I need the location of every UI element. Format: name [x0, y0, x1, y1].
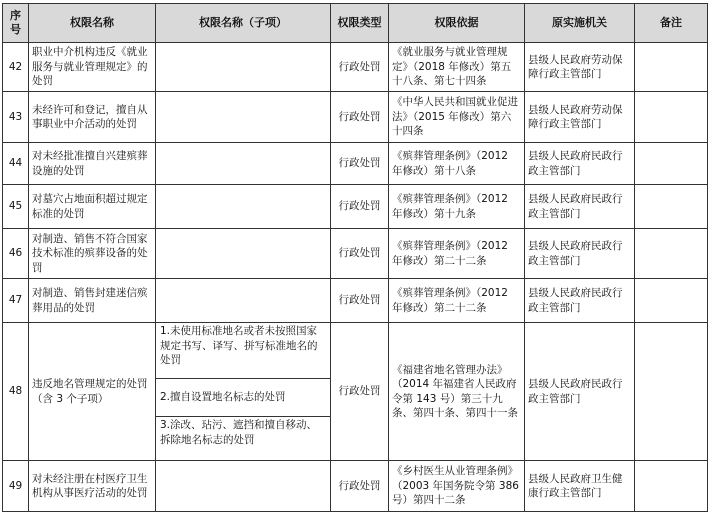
row-name: 职业中介机构违反《就业服务与就业管理规定》的处罚 — [29, 43, 156, 92]
row-basis: 《中华人民共和国就业促进法》（2015 年修改）第六十四条 — [389, 92, 525, 143]
row-note — [635, 92, 708, 143]
row-agency: 县级人民政府民政行政主管部门 — [525, 143, 635, 185]
row-type: 行政处罚 — [331, 461, 389, 512]
subitem-2: 2.擅自设置地名标志的处罚 — [156, 379, 330, 417]
table-row — [3, 461, 708, 512]
row-basis: 《殡葬管理条例》（2012 年修改）第十九条 — [389, 185, 525, 229]
row-number: 43 — [3, 92, 29, 143]
row-type: 行政处罚 — [331, 43, 389, 92]
header-basis: 权限依据 — [389, 4, 525, 43]
row-agency: 县级人民政府民政行政主管部门 — [525, 279, 635, 323]
row-subitem — [156, 461, 331, 512]
table-row — [3, 323, 708, 461]
row-note — [635, 185, 708, 229]
row-type: 行政处罚 — [331, 279, 389, 323]
row-name: 未经许可和登记，擅自从事职业中介活动的处罚 — [29, 92, 156, 143]
row-number: 45 — [3, 185, 29, 229]
row-agency: 县级人民政府民政行政主管部门 — [525, 323, 635, 461]
table-row — [3, 229, 708, 279]
row-subitem — [156, 143, 331, 185]
row-name: 违反地名管理规定的处罚（含 3 个子项） — [29, 323, 156, 461]
subitem-3: 3.涂改、玷污、遮挡和擅自移动、拆除地名标志的处罚 — [160, 419, 318, 446]
header-row — [3, 4, 708, 43]
row-number: 48 — [3, 323, 29, 461]
row-type: 行政处罚 — [331, 323, 389, 461]
row-number: 42 — [3, 43, 29, 92]
header-type: 权限类型 — [331, 4, 389, 43]
row-note — [635, 43, 708, 92]
row-name: 对未经批准擅自兴建殡葬设施的处罚 — [29, 143, 156, 185]
row-agency: 县级人民政府民政行政主管部门 — [525, 229, 635, 279]
header-no: 序号 — [3, 4, 29, 43]
row-basis: 《就业服务与就业管理规定》（2018 年修改）第五十八条、第七十四条 — [389, 43, 525, 92]
row-basis: 《福建省地名管理办法》（2014 年福建省人民政府令第 143 号）第三十九条、第四十条、第四十一条 — [389, 323, 525, 461]
row-subitem — [156, 323, 331, 461]
row-note — [635, 143, 708, 185]
row-name: 对制造、销售不符合国家技术标准的殡葬设备的处罚 — [29, 229, 156, 279]
header-name: 权限名称 — [29, 4, 156, 43]
row-note — [635, 323, 708, 461]
row-note — [635, 279, 708, 323]
row-subitem — [156, 92, 331, 143]
row-name: 对制造、销售封建迷信殡葬用品的处罚 — [29, 279, 156, 323]
row-type: 行政处罚 — [331, 92, 389, 143]
header-agency: 原实施机关 — [525, 4, 635, 43]
row-basis: 《乡村医生从业管理条例》（2003 年国务院令第 386 号）第四十二条 — [389, 461, 525, 512]
table-row — [3, 92, 708, 143]
row-number: 49 — [3, 461, 29, 512]
table-row — [3, 279, 708, 323]
row-subitem — [156, 229, 331, 279]
row-agency: 县级人民政府民政行政主管部门 — [525, 185, 635, 229]
row-name: 对未经注册在村医疗卫生机构从事医疗活动的处罚 — [29, 461, 156, 512]
header-subitem: 权限名称（子项） — [156, 4, 331, 43]
row-note — [635, 461, 708, 512]
row-basis: 《殡葬管理条例》（2012 年修改）第二十二条 — [389, 279, 525, 323]
table-row — [3, 143, 708, 185]
header-note: 备注 — [635, 4, 708, 43]
row-subitem — [156, 185, 331, 229]
row-agency: 县级人民政府劳动保障行政主管部门 — [525, 43, 635, 92]
row-basis: 《殡葬管理条例》（2012 年修改）第十八条 — [389, 143, 525, 185]
table-row — [3, 185, 708, 229]
row-type: 行政处罚 — [331, 229, 389, 279]
row-number: 44 — [3, 143, 29, 185]
table-row — [3, 43, 708, 92]
row-type: 行政处罚 — [331, 185, 389, 229]
row-number: 46 — [3, 229, 29, 279]
row-subitem — [156, 43, 331, 92]
permissions-table — [2, 3, 708, 512]
row-name: 对墓穴占地面积超过规定标准的处罚 — [29, 185, 156, 229]
row-agency: 县级人民政府劳动保障行政主管部门 — [525, 92, 635, 143]
row-subitem — [156, 279, 331, 323]
row-type: 行政处罚 — [331, 143, 389, 185]
row-basis: 《殡葬管理条例》（2012 年修改）第二十二条 — [389, 229, 525, 279]
row-agency: 县级人民政府卫生健康行政主管部门 — [525, 461, 635, 512]
row-note — [635, 229, 708, 279]
row-number: 47 — [3, 279, 29, 323]
subitem-1: 1.未使用标准地名或者未按照国家规定书写、译写、拼写标准地名的处罚 — [156, 323, 330, 379]
